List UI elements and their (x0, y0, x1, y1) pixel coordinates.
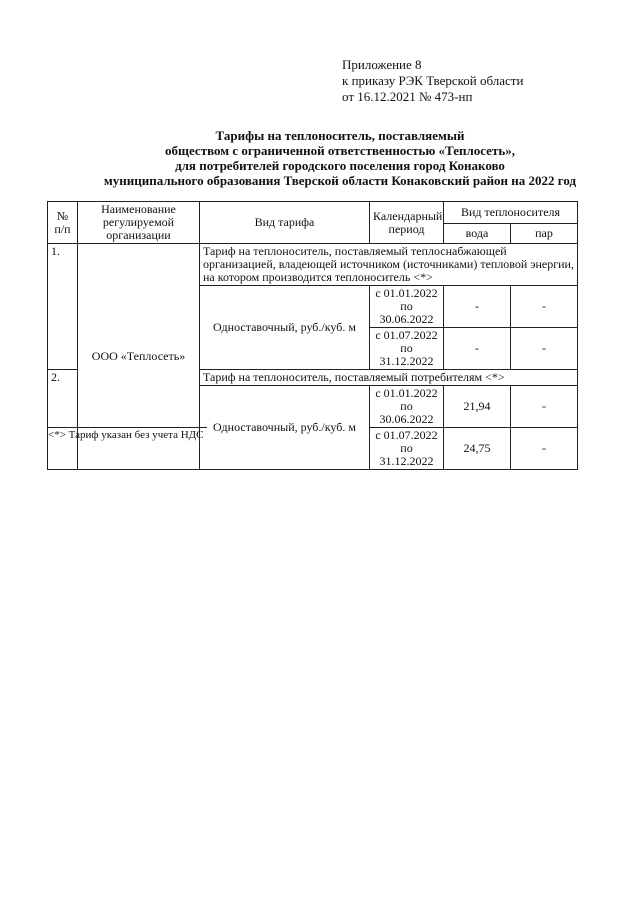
section-2-steam-1: - (511, 386, 578, 428)
period-from: с 01.01.2022 (375, 386, 438, 400)
section-2-steam-2: - (511, 428, 578, 470)
header-period: Календарный период (370, 202, 444, 244)
footnote: <*> Тариф указан без учета НДС (48, 429, 204, 441)
row-num-2: 2. (48, 370, 78, 470)
section-2-description: Тариф на теплоноситель, поставляемый потребителям <*> (200, 370, 578, 386)
organization-name: ООО «Теплосеть» (78, 244, 200, 470)
section-2-water-2: 24,75 (444, 428, 511, 470)
footnote-divider (47, 427, 207, 428)
section-2-period-1 (370, 386, 444, 428)
section-2-water-1: 21,94 (444, 386, 511, 428)
header-steam: пар (511, 224, 578, 244)
title-line-1: Тарифы на теплоноситель, поставляемый (215, 128, 465, 143)
period-to: по 31.12.2022 (379, 441, 434, 468)
title-line-2: обществом с ограниченной ответственностью «Теплосеть», (165, 143, 515, 158)
appendix-header (342, 57, 523, 105)
title-line-3: для потребителей городского поселения город Конаково (175, 158, 505, 173)
section-1-steam-2: - (511, 328, 578, 370)
order-date: от 16.12.2021 № 473-нп (342, 89, 473, 104)
header-num: № п/п (48, 202, 78, 244)
header-organization: Наименование регулируемой организации (78, 202, 200, 244)
section-2-period-2 (370, 428, 444, 470)
row-num-1: 1. (48, 244, 78, 370)
section-1-period-1 (370, 286, 444, 328)
section-1-steam-1: - (511, 286, 578, 328)
section-2-tariff-type: Одноставочный, руб./куб. м (200, 386, 370, 470)
section-1-description: Тариф на теплоноситель, поставляемый теплоснабжающей организацией, владеющей источником (источниками) тепловой энергии, на котором производится теплоноситель <*> (200, 244, 578, 286)
period-to: по 31.12.2022 (379, 341, 434, 368)
section-1-water-1: - (444, 286, 511, 328)
period-to: по 30.06.2022 (379, 399, 434, 426)
header-water: вода (444, 224, 511, 244)
document-title (40, 128, 640, 188)
header-carrier: Вид теплоносителя (444, 202, 578, 224)
title-line-4: муниципального образования Тверской области Конаковский район на 2022 год (103, 173, 577, 188)
period-from: с 01.01.2022 (375, 286, 438, 300)
appendix-label: Приложение 8 (342, 57, 422, 72)
period-from: с 01.07.2022 (375, 428, 438, 442)
section-1-water-2: - (444, 328, 511, 370)
period-to: по 30.06.2022 (379, 299, 434, 326)
section-1-tariff-type: Одноставочный, руб./куб. м (200, 286, 370, 370)
header-tariff-type: Вид тарифа (200, 202, 370, 244)
order-reference: к приказу РЭК Тверской области (342, 73, 524, 88)
period-from: с 01.07.2022 (375, 328, 438, 342)
section-1-period-2 (370, 328, 444, 370)
